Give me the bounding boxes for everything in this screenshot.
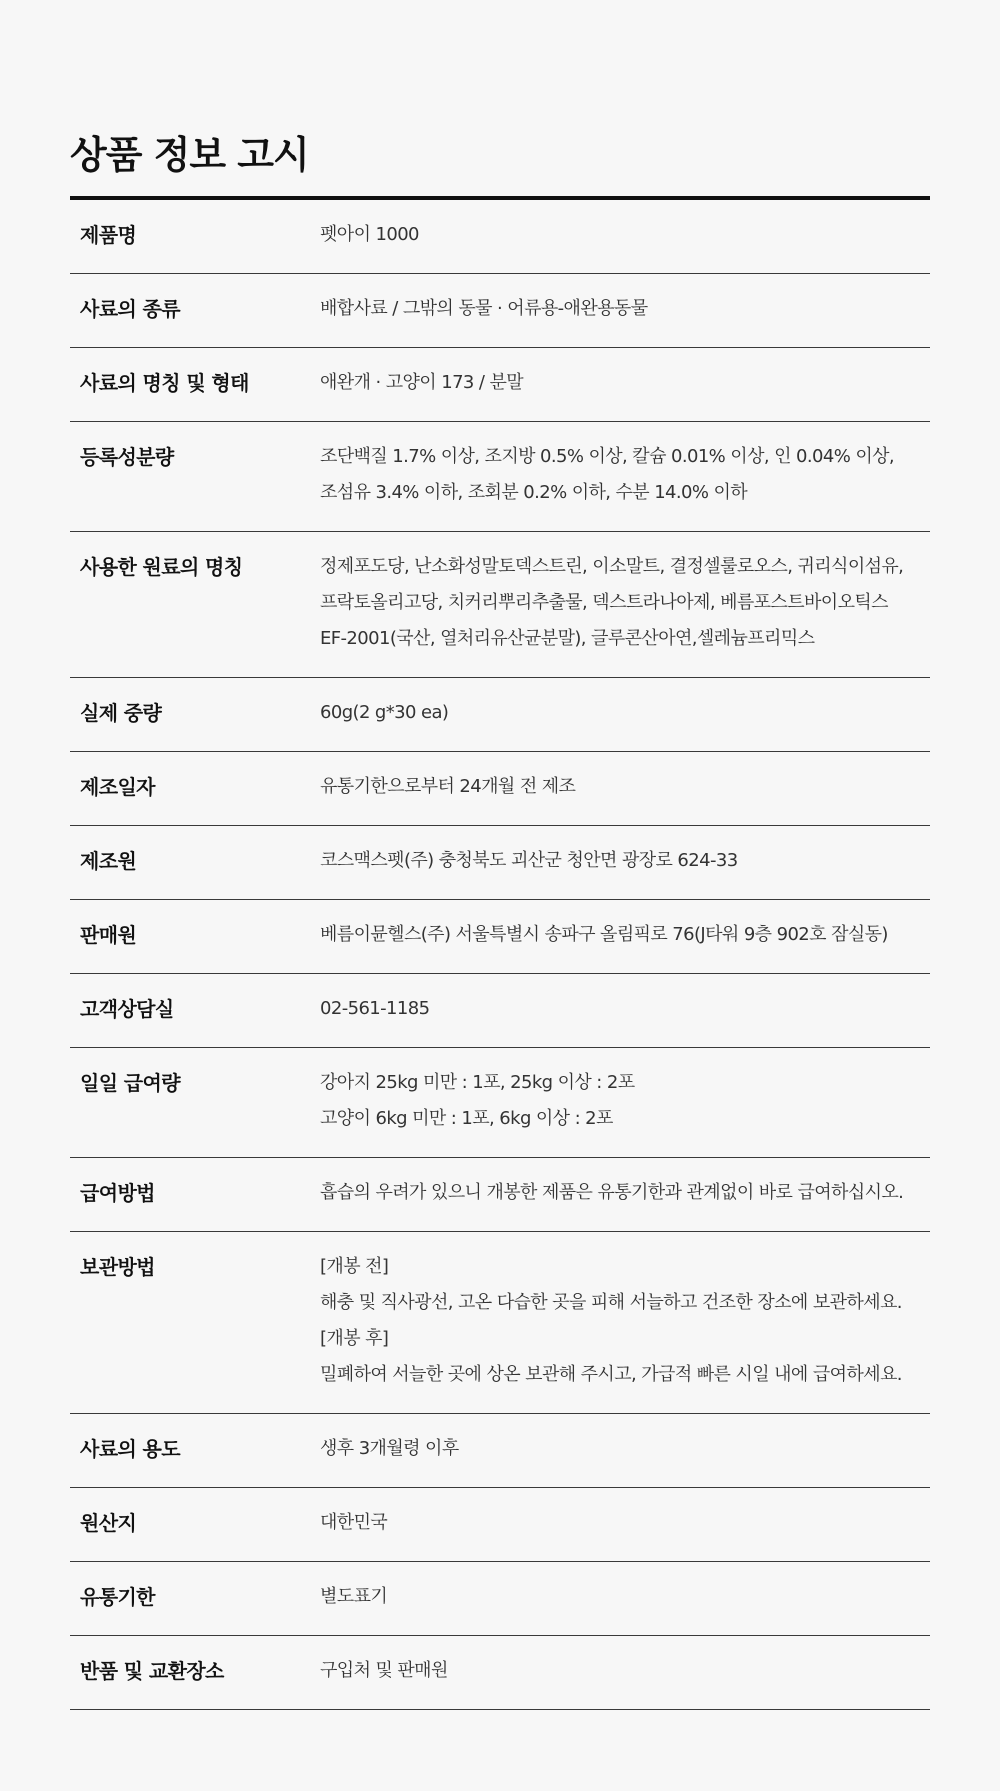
row-value-line: 02-561-1185 [320,998,430,1019]
row-label: 고객상담실 [80,997,174,1021]
row-label: 사용한 원료의 명칭 [80,555,243,579]
row-label: 제조원 [80,849,137,873]
row-value [320,695,930,731]
row-value-line: 생후 3개월령 이후 [320,1438,459,1459]
row-value-line: 정제포도당, 난소화성말토덱스트린, 이소말트, 결정셀룰로오스, 귀리식이섬유, [320,556,904,577]
table-row [70,1048,930,1158]
row-value-line: 프락토올리고당, 치커리뿌리추출물, 덱스트라나아제, 베름포스트바이오틱스 [320,592,888,613]
row-label: 반품 및 교환장소 [80,1659,224,1683]
table-row [70,422,930,532]
table-row [70,532,930,678]
row-value [320,439,930,511]
row-value-line: 펫아이 1000 [320,224,419,245]
row-value-line: 흡습의 우려가 있으니 개봉한 제품은 유통기한과 관계없이 바로 급여하십시오. [320,1182,904,1203]
row-label: 실제 중량 [80,701,162,725]
row-value-line: 고양이 6kg 미만 : 1포, 6kg 이상 : 2포 [320,1108,613,1129]
table-row [70,752,930,826]
row-label: 사료의 명칭 및 형태 [80,371,249,395]
row-value-line: 밀폐하여 서늘한 곳에 상온 보관해 주시고, 가급적 빠른 시일 내에 급여하세요. [320,1364,902,1385]
row-value-line: 강아지 25kg 미만 : 1포, 25kg 이상 : 2포 [320,1072,635,1093]
row-value-line: 배합사료 / 그밖의 동물 · 어류용-애완용동물 [320,298,648,319]
row-value [320,769,930,805]
table-row [70,274,930,348]
page-title: 상품 정보 고시 [70,133,309,177]
row-value [320,365,930,401]
row-label: 보관방법 [80,1255,155,1279]
row-value-line: 코스맥스펫(주) 충청북도 괴산군 청안면 광장로 624-33 [320,850,738,871]
row-label: 원산지 [80,1511,137,1535]
row-value-line: 해충 및 직사광선, 고온 다습한 곳을 피해 서늘하고 건조한 장소에 보관하세요. [320,1292,902,1313]
row-label: 유통기한 [80,1585,155,1609]
row-value-line: 60g(2 g*30 ea) [320,702,449,723]
row-value-line: [개봉 후] [320,1328,389,1349]
table-row [70,1562,930,1636]
table-row [70,900,930,974]
row-value-line: EF-2001(국산, 열처리유산균분말), 글루콘산아연,셀레늄프리믹스 [320,628,815,649]
row-value [320,843,930,879]
table-row [70,678,930,752]
row-label: 일일 급여량 [80,1071,180,1095]
row-value [320,991,930,1027]
table-row [70,200,930,274]
table-row [70,974,930,1048]
row-value-line: 대한민국 [320,1512,388,1533]
table-row [70,1488,930,1562]
row-value-line: 별도표기 [320,1586,388,1607]
row-value-line: [개봉 전] [320,1256,389,1277]
row-value [320,917,930,953]
row-value [320,1175,930,1211]
row-value-line: 애완개 · 고양이 173 / 분말 [320,372,524,393]
row-label: 급여방법 [80,1181,155,1205]
row-value-line: 조섬유 3.4% 이하, 조회분 0.2% 이하, 수분 14.0% 이하 [320,482,748,503]
row-label: 판매원 [80,923,137,947]
row-value [320,549,930,657]
row-label: 제품명 [80,223,137,247]
row-value [320,217,930,253]
row-label: 등록성분량 [80,445,174,469]
table-row [70,826,930,900]
row-value-line: 베름이뮨헬스(주) 서울특별시 송파구 올림픽로 76(J타워 9층 902호 잠실동) [320,924,888,945]
row-label: 사료의 용도 [80,1437,180,1461]
row-value [320,1505,930,1541]
row-value [320,1431,930,1467]
row-value [320,1653,930,1689]
row-value [320,1579,930,1615]
row-value [320,1065,930,1137]
table-row [70,1158,930,1232]
row-value [320,291,930,327]
table-row [70,348,930,422]
row-value-line: 조단백질 1.7% 이상, 조지방 0.5% 이상, 칼슘 0.01% 이상, 인 0.04% 이상, [320,446,895,467]
row-value-line: 구입처 및 판매원 [320,1660,448,1681]
row-value [320,1249,930,1393]
table-row [70,1414,930,1488]
product-info-table [70,196,930,1710]
row-label: 제조일자 [80,775,155,799]
table-row [70,1232,930,1414]
table-row [70,1636,930,1710]
row-label: 사료의 종류 [80,297,180,321]
row-value-line: 유통기한으로부터 24개월 전 제조 [320,776,576,797]
